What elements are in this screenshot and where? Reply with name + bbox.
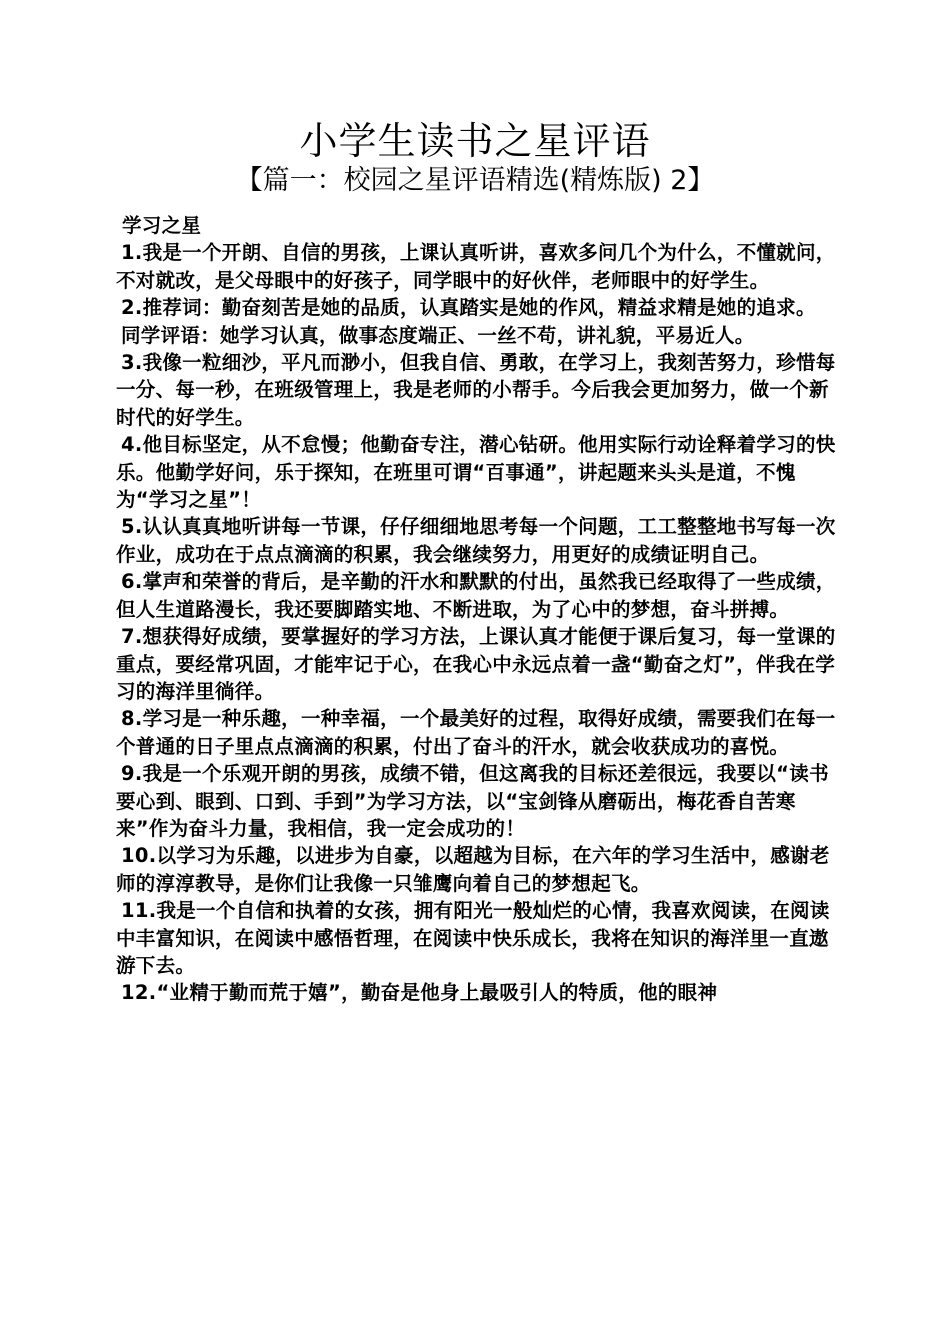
document-body — [116, 212, 840, 1007]
paragraph-10: 10.以学习为乐趣，以进步为自豪，以超越为目标，在六年的学习生活中，感谢老师的淳淳教导，是你们让我像一只雏鹰向着自己的梦想起飞。 — [116, 844, 830, 895]
paragraph-4: 4.他目标坚定，从不怠慢；他勤奋专注，潜心钻研。他用实际行动诠释着学习的快乐。他勤学好问，乐于探知，在班里可谓“百事通”，讲起题来头头是道，不愧为“学习之星”！ — [116, 433, 836, 512]
paragraph-8: 8.学习是一种乐趣，一种幸福，一个最美好的过程，取得好成绩，需要我们在每一个普通的日子里点点滴滴的积累，付出了奋斗的汗水，就会收获成功的喜悦。 — [116, 707, 836, 758]
paragraph-1: 1.我是一个开朗、自信的男孩，上课认真听讲，喜欢多问几个为什么，不懂就问，不对就改，是父母眼中的好孩子，同学眼中的好伙伴，老师眼中的好学生。 — [116, 241, 836, 292]
section-heading: 学习之星 — [122, 214, 202, 237]
page-title: 小学生读书之星评语 — [299, 119, 651, 163]
paragraph-9: 9.我是一个乐观开朗的男孩，成绩不错，但这离我的目标还差很远，我要以“读书要心到、眼到、口到、手到”为学习方法，以“宝剑锋从磨砺出，梅花香自苦寒来”作为奋斗力量，我相信，我一定会成功的！ — [116, 762, 829, 840]
page-subtitle: 【篇一：校园之星评语精选(精炼版) 2】 — [235, 165, 715, 196]
paragraph-6: 6.掌声和荣誉的背后，是辛勤的汗水和默默的付出，虽然我已经取得了一些成绩，但人生道路漫长，我还要脚踏实地、不断进取，为了心中的梦想，奋斗拼搏。 — [116, 570, 836, 621]
paragraph-7: 7.想获得好成绩，要掌握好的学习方法，上课认真才能便于课后复习，每一堂课的重点，要经常巩固，才能牢记于心，在我心中永远点着一盏“勤奋之灯”，伴我在学习的海洋里徜徉。 — [116, 625, 836, 703]
paragraph-peer-review: 同学评语：她学习认真，做事态度端正、一丝不苟，讲礼貌，平易近人。 — [121, 323, 755, 347]
paragraph-5: 5.认认真真地听讲每一节课，仔仔细细地思考每一个问题，工工整整地书写每一次作业，成功在于点点滴滴的积累，我会继续努力，用更好的成绩证明自己。 — [116, 515, 836, 566]
paragraph-2: 2.推荐词：勤奋刻苦是她的品质，认真踏实是她的作风，精益求精是她的追求。 — [121, 296, 816, 320]
paragraph-3: 3.我像一粒细沙，平凡而渺小，但我自信、勇敢，在学习上，我刻苦努力，珍惜每一分、每一秒，在班级管理上，我是老师的小帮手。今后我会更加努力，做一个新时代的好学生。 — [116, 351, 836, 429]
paragraph-11: 11.我是一个自信和执着的女孩，拥有阳光一般灿烂的心情，我喜欢阅读，在阅读中丰富知识，在阅读中感悟哲理，在阅读中快乐成长，我将在知识的海洋里一直遨游下去。 — [116, 899, 830, 977]
paragraph-12: 12.“业精于勤而荒于嬉”，勤奋是他身上最吸引人的特质，他的眼神 — [121, 981, 718, 1005]
